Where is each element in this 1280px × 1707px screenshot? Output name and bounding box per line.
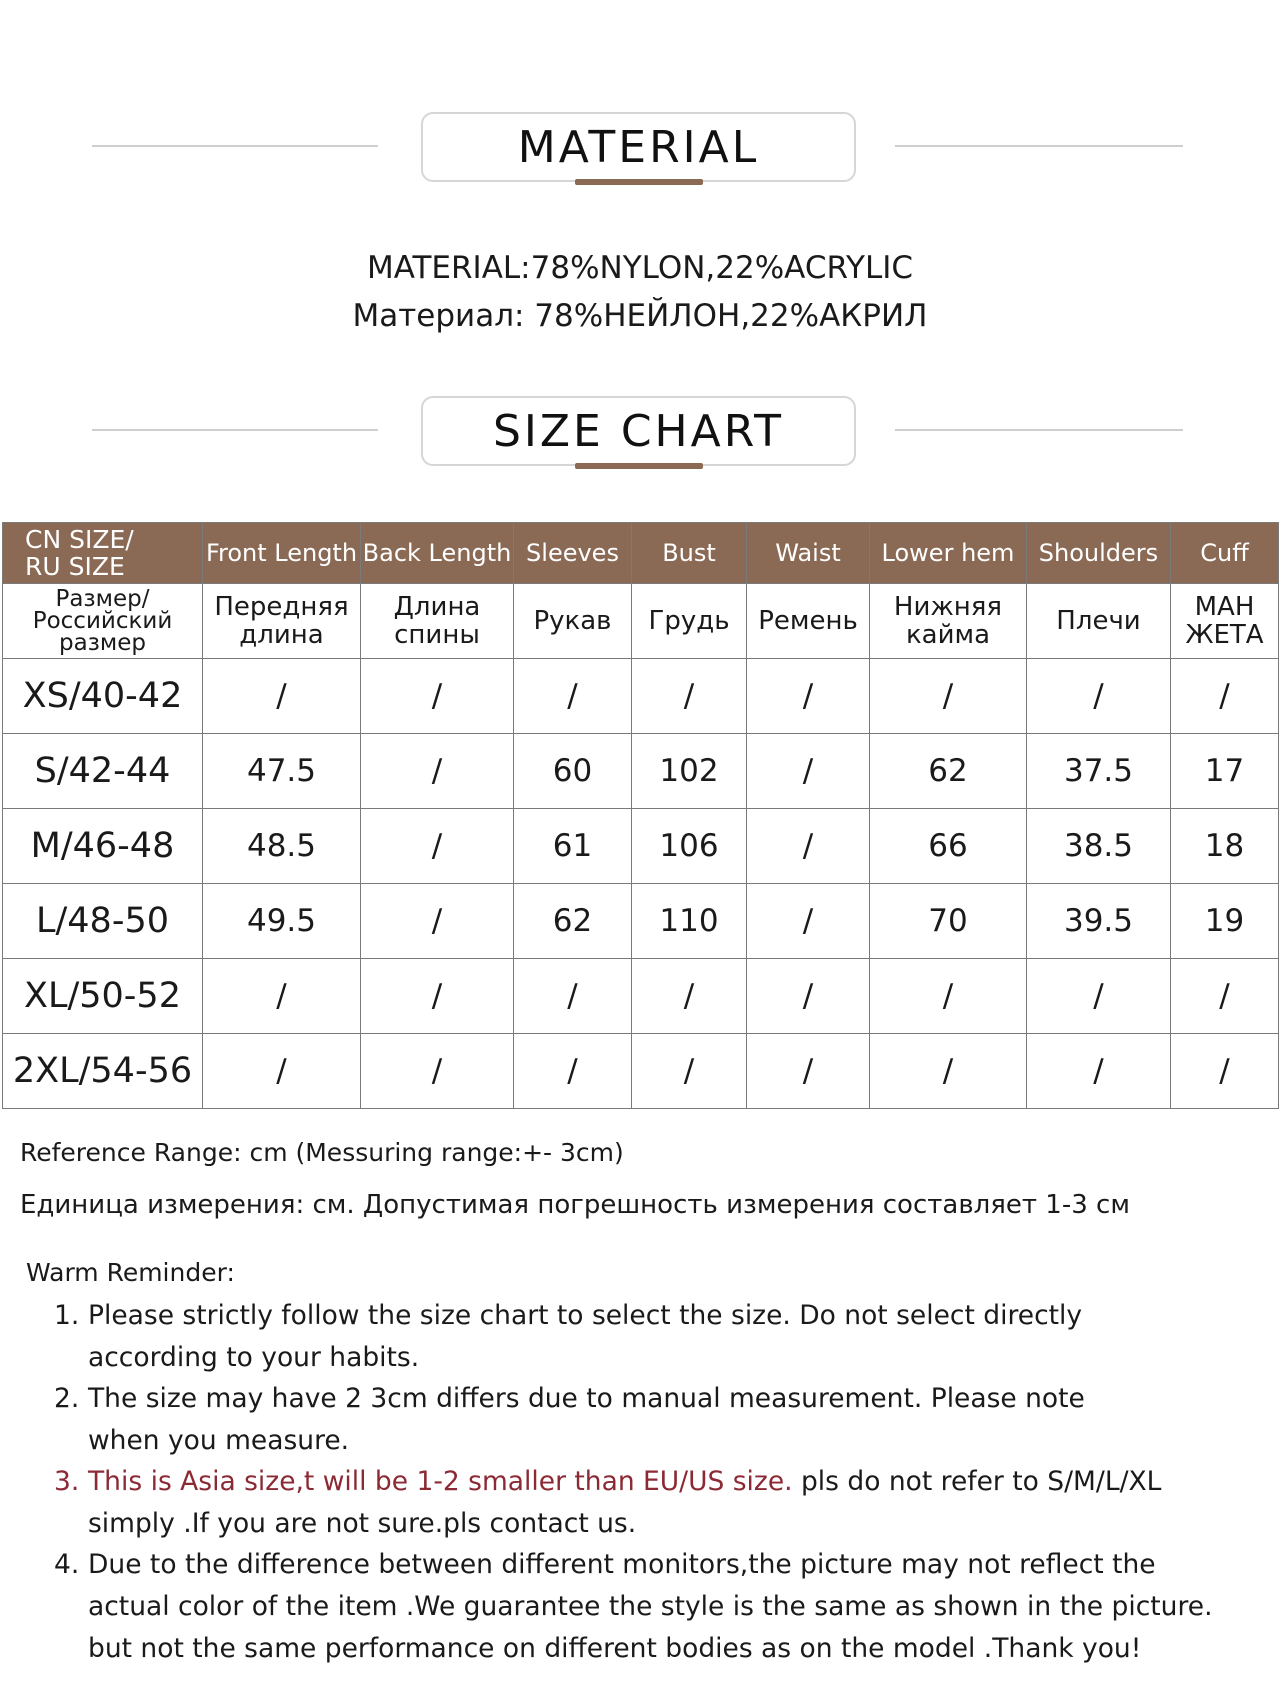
reminder-text: simply .If you are not sure.pls contact us. (88, 1508, 637, 1539)
measurement-cell: / (747, 659, 870, 734)
size-label-cell: XL/50-52 (3, 959, 203, 1034)
header-ru-text: Рукав (533, 606, 612, 636)
size-chart-heading: SIZE CHART (493, 405, 784, 457)
material-composition-en: MATERIAL:78%NYLON,22%ACRYLIC (366, 250, 914, 286)
reminder-item-3 (54, 1461, 1269, 1545)
size-label-cell: L/48-50 (3, 884, 203, 959)
header-ru-text: Передняя (214, 592, 349, 622)
header-ru-cell-size (3, 584, 203, 659)
measurement-cell: / (514, 959, 632, 1034)
header-sleeves: Sleeves (514, 523, 632, 584)
header-ru-cell (203, 584, 361, 659)
divider-line (895, 429, 1183, 431)
heading-accent-bar (575, 179, 703, 185)
header-back-length: Back Length (361, 523, 514, 584)
header-size-line: CN SIZE/ (25, 525, 134, 554)
measurement-cell: 48.5 (203, 809, 361, 884)
header-ru-cell (870, 584, 1027, 659)
header-ru-size-line: Размер/ (55, 586, 150, 612)
reminder-text: Please strictly follow the size chart to select the size. Do not select directly (88, 1300, 1083, 1331)
measurement-cell: / (203, 659, 361, 734)
header-ru-text: Плечи (1056, 606, 1141, 636)
measurement-cell: 18 (1171, 809, 1279, 884)
reminder-item-2 (54, 1378, 1269, 1462)
size-label-cell: S/42-44 (3, 734, 203, 809)
header-ru-text: Нижняя (893, 592, 1003, 622)
measurement-cell: / (1027, 1034, 1171, 1109)
reminder-text: when you measure. (88, 1425, 350, 1456)
measurement-cell: 62 (514, 884, 632, 959)
header-ru-text: спины (394, 620, 480, 650)
measurement-cell: 110 (632, 884, 747, 959)
size-row (3, 734, 1279, 809)
measurement-cell: / (361, 1034, 514, 1109)
reminder-text: Due to the difference between different monitors,the picture may not reflect the (88, 1549, 1156, 1580)
measurement-cell: / (361, 734, 514, 809)
header-size-line: RU SIZE (25, 552, 125, 581)
measurement-cell: / (1027, 959, 1171, 1034)
header-row-ru (3, 584, 1279, 659)
measurement-cell: / (747, 734, 870, 809)
measurement-cell: 38.5 (1027, 809, 1171, 884)
size-label-cell: 2XL/54-56 (3, 1034, 203, 1109)
measurement-cell: 49.5 (203, 884, 361, 959)
reminder-number: 1. (54, 1300, 80, 1331)
measurement-cell: 37.5 (1027, 734, 1171, 809)
measurement-cell: 61 (514, 809, 632, 884)
measurement-cell: / (747, 809, 870, 884)
measurement-cell: / (361, 659, 514, 734)
measurement-cell: 70 (870, 884, 1027, 959)
reminder-item-4 (54, 1544, 1269, 1670)
material-composition-ru: Материал: 78%НЕЙЛОН,22%АКРИЛ (352, 298, 928, 334)
header-ru-text: длина (239, 620, 324, 650)
header-ru-cell (1171, 584, 1279, 659)
header-ru-cell (361, 584, 514, 659)
measurement-cell: / (1171, 1034, 1279, 1109)
divider-line (92, 429, 378, 431)
reminder-number: 3. (54, 1466, 80, 1497)
reminder-item-1 (54, 1295, 1269, 1379)
size-row (3, 1034, 1279, 1109)
reminder-text: but not the same performance on different bodies as on the model .Thank you! (88, 1633, 1142, 1664)
divider-line (92, 145, 378, 147)
measurement-cell: / (747, 1034, 870, 1109)
measurement-cell: / (514, 659, 632, 734)
measurement-cell: / (361, 809, 514, 884)
measurement-cell: / (632, 959, 747, 1034)
reminder-text: pls do not refer to S/M/L/XL (792, 1466, 1162, 1497)
reminder-text: The size may have 2 3cm differs due to manual measurement. Please note (88, 1383, 1085, 1414)
header-cell-size (3, 523, 203, 584)
header-ru-size-line: размер (58, 630, 147, 656)
header-lower-hem: Lower hem (870, 523, 1027, 584)
size-row (3, 809, 1279, 884)
header-row-en (3, 523, 1279, 584)
header-cuff: Cuff (1171, 523, 1279, 584)
measurement-cell: 17 (1171, 734, 1279, 809)
measurement-cell: 62 (870, 734, 1027, 809)
header-ru-text: ЖЕТА (1185, 620, 1264, 650)
measurement-cell: / (361, 959, 514, 1034)
header-ru-text: Грудь (648, 606, 730, 636)
measurement-cell: / (514, 1034, 632, 1109)
header-shoulders: Shoulders (1027, 523, 1171, 584)
measurement-cell: / (870, 659, 1027, 734)
measurement-cell: 47.5 (203, 734, 361, 809)
size-chart-heading-box (421, 396, 856, 466)
measurement-cell: / (1171, 659, 1279, 734)
reference-range-en: Reference Range: cm (Messuring range:+- 3cm) (20, 1138, 624, 1167)
header-ru-size-line: Российский (32, 608, 173, 634)
warm-reminder-title: Warm Reminder: (26, 1258, 235, 1287)
measurement-cell: 66 (870, 809, 1027, 884)
reference-range-ru: Единица измерения: см. Допустимая погрешность измерения составляет 1-3 см (20, 1190, 1130, 1220)
size-label-cell: M/46-48 (3, 809, 203, 884)
divider-line (895, 145, 1183, 147)
measurement-cell: / (361, 884, 514, 959)
measurement-cell: 39.5 (1027, 884, 1171, 959)
header-bust: Bust (632, 523, 747, 584)
measurement-cell: / (1171, 959, 1279, 1034)
measurement-cell: / (747, 959, 870, 1034)
size-label-cell: XS/40-42 (3, 659, 203, 734)
header-ru-text: Ремень (758, 606, 858, 636)
measurement-cell: 60 (514, 734, 632, 809)
header-ru-cell (632, 584, 747, 659)
header-ru-cell (747, 584, 870, 659)
material-heading-box (421, 112, 856, 182)
reminder-text: according to your habits. (88, 1342, 420, 1373)
header-ru-cell (1027, 584, 1171, 659)
reminder-number: 2. (54, 1383, 80, 1414)
measurement-cell: 102 (632, 734, 747, 809)
size-row (3, 659, 1279, 734)
header-waist: Waist (747, 523, 870, 584)
measurement-cell: / (1027, 659, 1171, 734)
measurement-cell: / (203, 959, 361, 1034)
header-ru-text: Длина (393, 592, 481, 622)
measurement-cell: 106 (632, 809, 747, 884)
measurement-cell: / (632, 1034, 747, 1109)
header-ru-cell (514, 584, 632, 659)
size-row (3, 884, 1279, 959)
heading-accent-bar (575, 463, 703, 469)
measurement-cell: / (870, 1034, 1027, 1109)
measurement-cell: / (747, 884, 870, 959)
measurement-cell: / (870, 959, 1027, 1034)
reminder-text: actual color of the item .We guarantee the style is the same as shown in the picture. (88, 1591, 1213, 1622)
material-heading: MATERIAL (517, 121, 760, 173)
size-chart-table (2, 522, 1279, 1109)
reminder-warning-text: This is Asia size,t will be 1-2 smaller than EU/US size. (88, 1466, 793, 1497)
size-row (3, 959, 1279, 1034)
reminder-number: 4. (54, 1549, 80, 1580)
measurement-cell: / (632, 659, 747, 734)
measurement-cell: 19 (1171, 884, 1279, 959)
measurement-cell: / (203, 1034, 361, 1109)
header-front-length: Front Length (203, 523, 361, 584)
header-ru-text: кайма (905, 620, 991, 650)
size-rows (3, 659, 1279, 1109)
header-ru-text: МАН (1194, 592, 1255, 622)
